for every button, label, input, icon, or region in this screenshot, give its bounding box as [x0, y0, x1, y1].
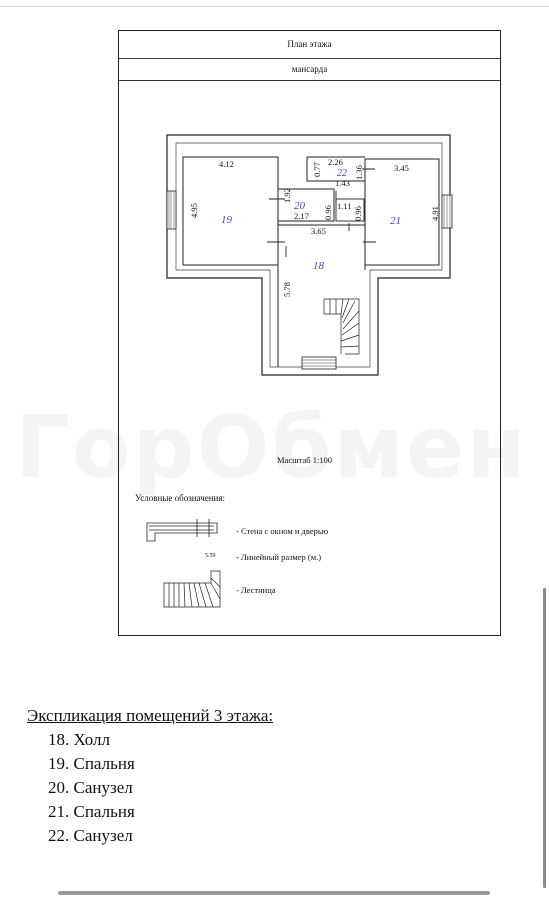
dim-r21-width: 3.45 — [394, 163, 409, 173]
staircase-symbol — [324, 299, 359, 354]
dim-r20-width: 2.17 — [294, 211, 309, 221]
list-item: 18. Холл — [48, 730, 110, 749]
dim-r20-a: 1.92 — [282, 188, 292, 203]
room-number-20: 20 — [294, 200, 305, 212]
legend-title: Условные обозначения: — [135, 493, 226, 503]
horizontal-scrollbar[interactable] — [58, 891, 490, 895]
list-item: 19. Спальня — [48, 754, 135, 773]
legend-dim-sample: 5.59 — [205, 553, 216, 559]
dim-r18-width: 3.65 — [311, 226, 326, 236]
floor-plan-drawing — [119, 31, 500, 635]
list-item: 21. Спальня — [48, 802, 135, 821]
room-number-21: 21 — [390, 215, 401, 227]
legend-wall-label: - Стена с окном и дверью — [236, 526, 329, 536]
dim-r22-a: 0.77 — [312, 162, 322, 177]
sheet-header-floor: мансарда — [119, 58, 500, 81]
dim-r19-width: 4.12 — [219, 159, 234, 169]
list-item: 22. Санузел — [48, 826, 133, 845]
legend-wall-icon — [147, 519, 217, 541]
dim-r22-c: 1.43 — [335, 178, 350, 188]
dim-small-b: 0.96 — [353, 206, 363, 221]
dim-small-a: 1.11 — [337, 201, 352, 211]
plan-scale: Масштаб 1:100 — [277, 455, 333, 465]
dim-r21-height: 4.91 — [430, 206, 440, 221]
room-number-18: 18 — [313, 260, 324, 272]
floor-plan-sheet — [118, 30, 501, 636]
legend-stairs-label: - Лестница — [236, 585, 276, 595]
list-item: 20. Санузел — [48, 778, 133, 797]
vertical-scrollbar[interactable] — [543, 588, 546, 888]
legend-dim-label: - Линейный размер (м.) — [236, 552, 322, 562]
dim-r22-d: 1.36 — [354, 165, 364, 180]
dim-r22-b: 2.26 — [328, 157, 343, 167]
explication-list — [27, 728, 273, 848]
legend-stairs-icon — [164, 571, 220, 607]
sheet-header-title: План этажа — [119, 31, 500, 59]
dim-r18-height: 5.78 — [282, 282, 292, 297]
dim-r20-b: 0.96 — [323, 205, 333, 220]
room-number-19: 19 — [221, 214, 232, 226]
top-divider — [0, 6, 549, 7]
dim-r19-height: 4.95 — [189, 203, 199, 218]
room-number-22: 22 — [337, 168, 347, 179]
explication-block — [27, 704, 273, 848]
explication-title: Экспликация помещений 3 этажа: — [27, 706, 274, 725]
